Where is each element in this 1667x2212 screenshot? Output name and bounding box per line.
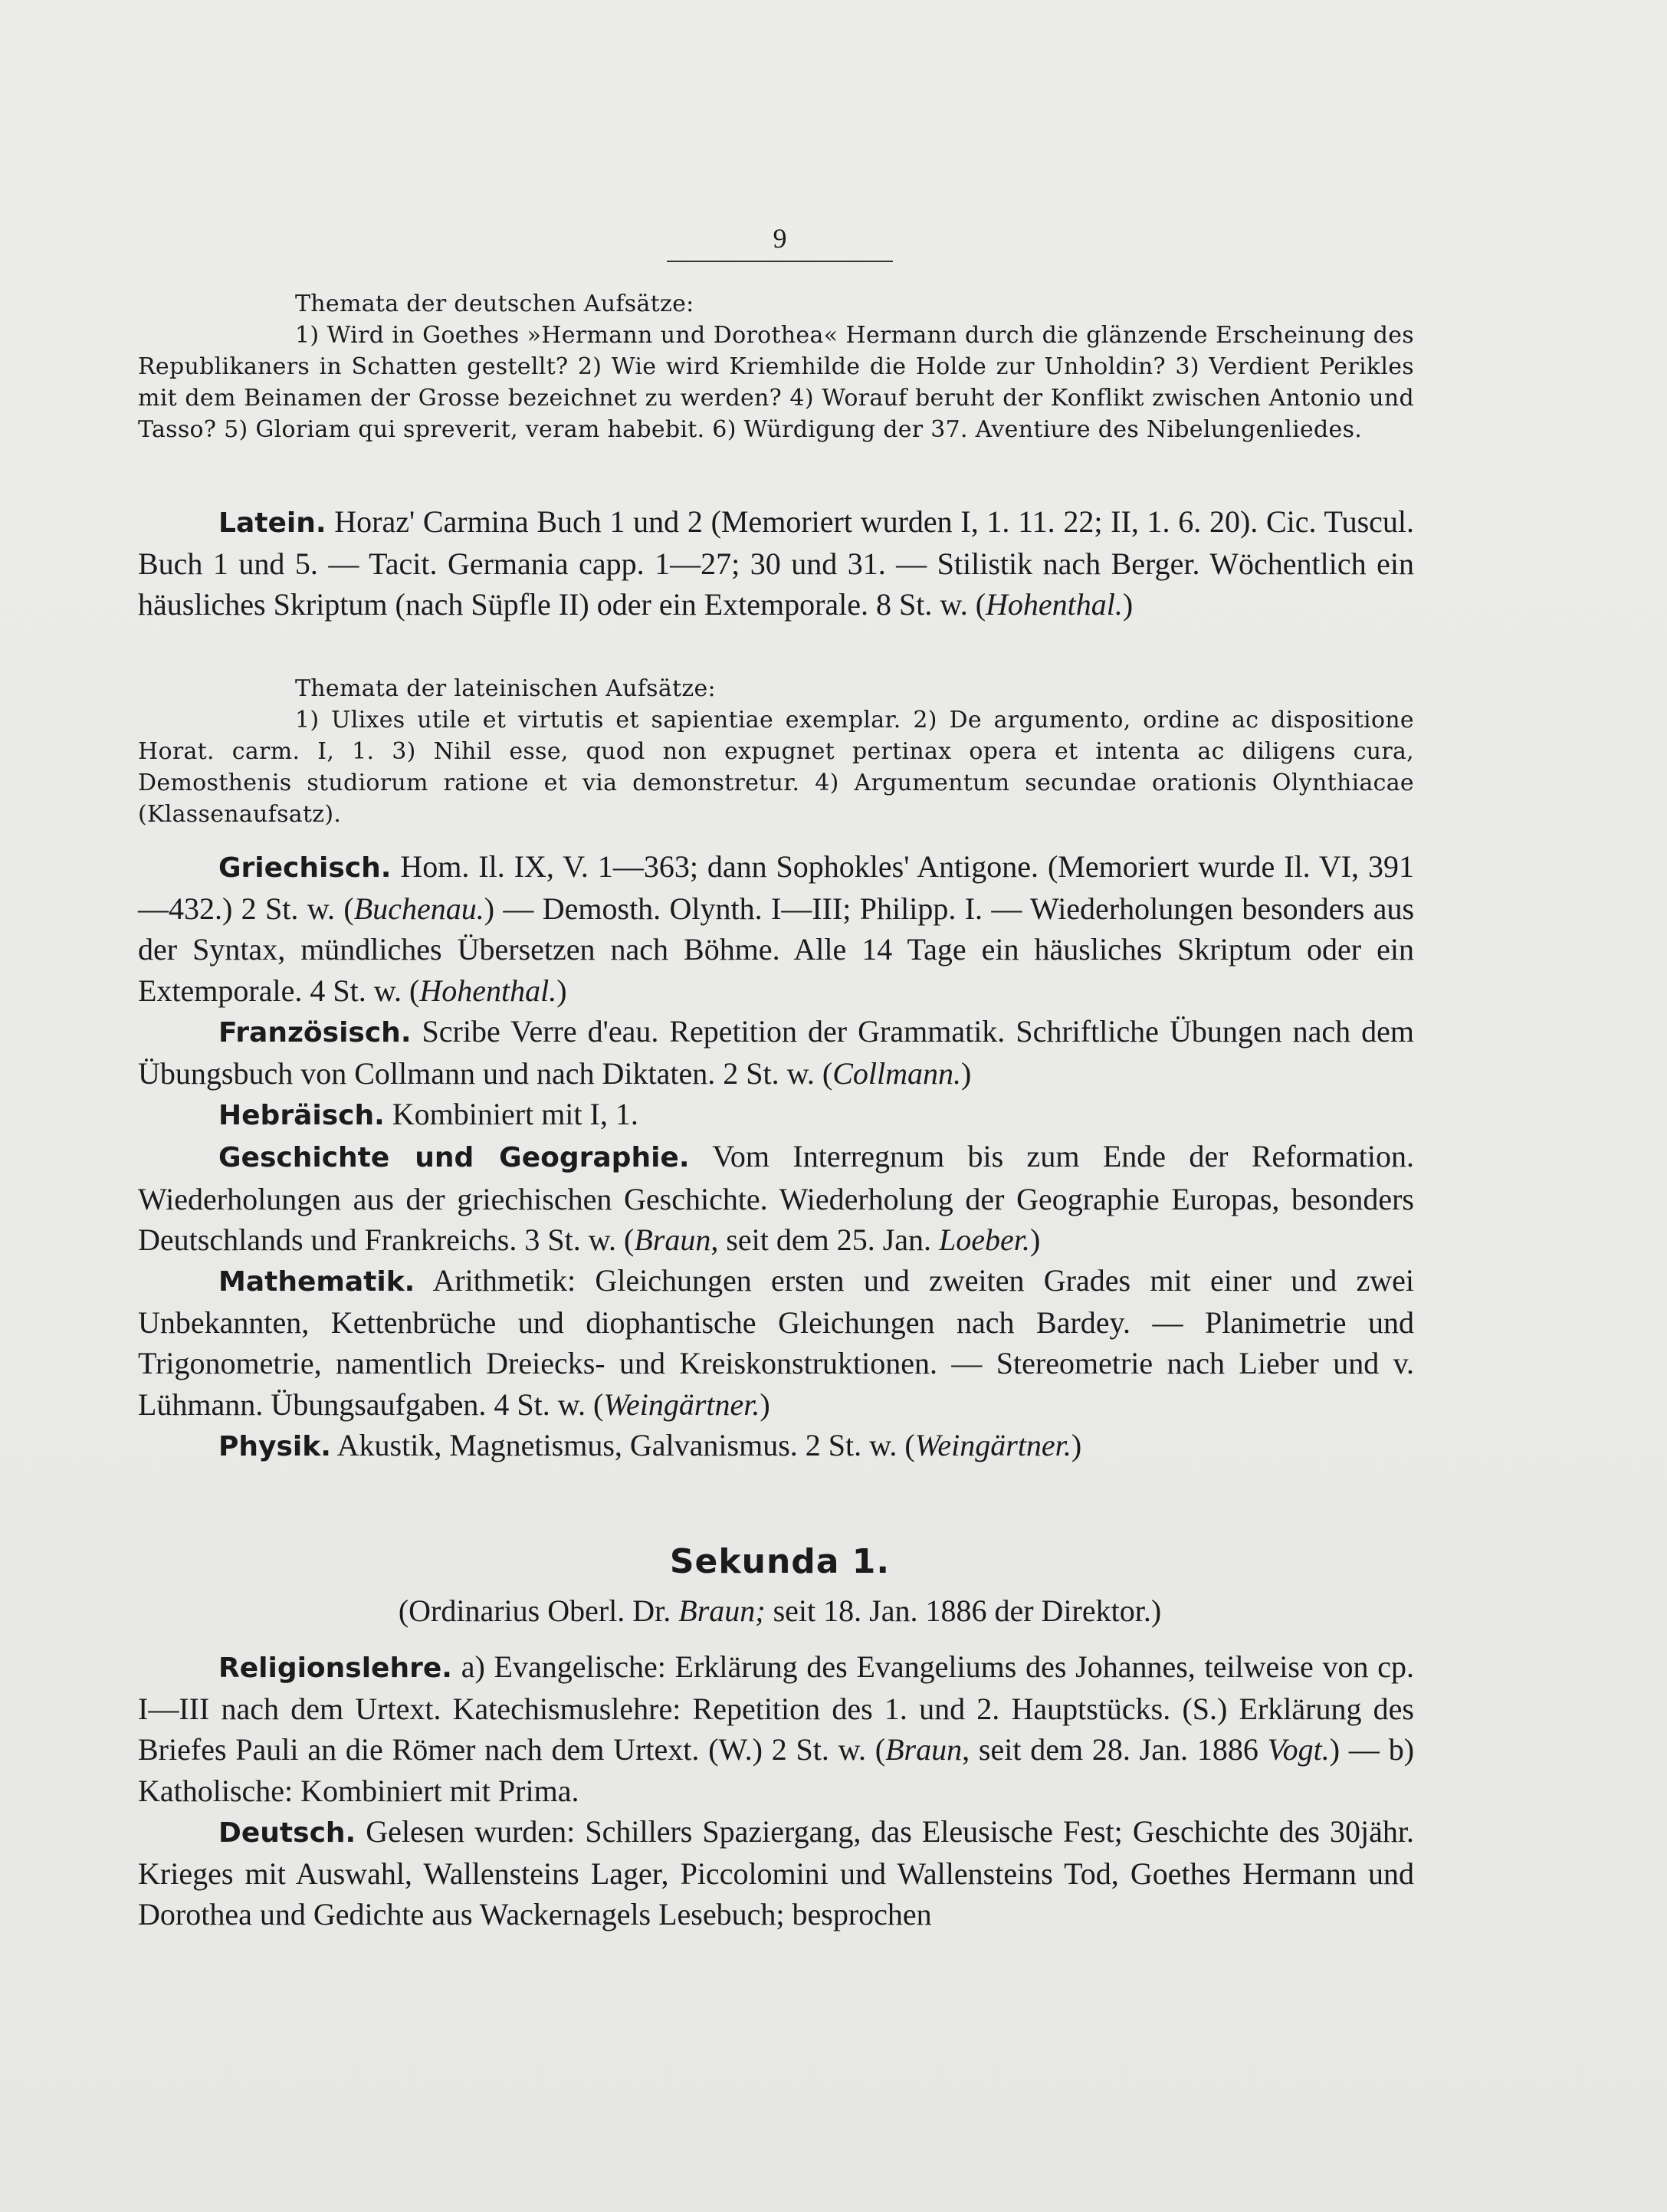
physics-teacher: Weingärtner. xyxy=(914,1427,1071,1462)
latin-teacher: Hohenthal. xyxy=(986,587,1123,622)
latin-text: Horaz' Carmina Buch 1 und 2 (Memoriert wurden I, 1. 11. 22; II, 1. 6. 20). Cic. Tuscul. Buch 1 und 5. — Tacit. Germania capp. 1—27; 30 und 31. — Stilistik nach Berger. Wöchentlich ein häusliches Skriptum (nach Süpfle II) oder ein Extemporale. 8 St. w. ( xyxy=(138,504,1415,622)
latin-essay-text: 1) Ulixes utile et virtutis et sapientiae exemplar. 2) De argumento, ordine ac dispositione Horat. carm. I, 1. 3) Nihil esse, quod non expugnet pertinax opera et intenta ac diligens cura, Demosthenis studiorum ratione et via demonstretur. 4) Argumentum secundae orationis Olynthiacae (Klassenaufsatz). xyxy=(138,707,1414,828)
religion-teacher-2: Vogt. xyxy=(1267,1732,1330,1767)
history-teacher-2: Loeber. xyxy=(939,1222,1030,1257)
french-section: Französisch. Scribe Verre d'eau. Repetition der Grammatik. Schriftliche Übungen nach dem Übungsbuch von Collmann und nach Diktaten. 2 St. w. (Collmann.) xyxy=(138,1013,1415,1091)
math-teacher: Weingärtner. xyxy=(603,1387,760,1422)
history-label: Geschichte und Geographie. xyxy=(218,1142,690,1174)
deutsch-section: Deutsch. Gelesen wurden: Schillers Spaziergang, das Eleusische Fest; Geschichte des 30jähr. Krieges mit Auswahl, Wallensteins Lager, Piccolomini und Wallensteins Tod, Goethes Hermann und Dorothea und Gedichte aus Wackernagels Lesebuch; besprochen xyxy=(138,1813,1414,1932)
sekunda-ordinarius: (Ordinarius Oberl. Dr. Braun; seit 18. Jan. 1886 der Direktor.) xyxy=(398,1593,1162,1628)
religion-teacher-1: Braun xyxy=(885,1732,963,1767)
german-essay-text: 1) Wird in Goethes »Hermann und Dorothea« Hermann durch die glänzende Erscheinung des Republikaners in Schatten gestellt? 2) Wie wird Kriemhilde die Holde zur Unholdin? 3) Verdient Perikles mit dem Beinamen der Grosse bezeichnet zu werden? 4) Worauf beruht der Konflikt zwischen Antonio und Tasso? 5) Gloriam qui spreverit, veram habebit. 6) Würdigung der 37. Aventiure des Nibelungenliedes. xyxy=(138,322,1414,443)
german-essay-heading: Themata der deutschen Aufsätze: xyxy=(295,290,694,317)
latin-essay-topics xyxy=(138,673,1414,830)
physics-label: Physik. xyxy=(218,1430,331,1462)
greek-label: Griechisch. xyxy=(218,852,392,884)
greek-teacher-2: Hohenthal. xyxy=(419,973,557,1008)
history-teacher-1: Braun xyxy=(634,1222,711,1257)
physics-section: Physik. Akustik, Magnetismus, Galvanismus. 2 St. w. (Weingärtner.) xyxy=(218,1427,1082,1462)
french-teacher: Collmann. xyxy=(832,1056,961,1091)
greek-section: Griechisch. Hom. Il. IX, V. 1—363; dann Sophokles' Antigone. (Memoriert wurde Il. VI, 391—432.) 2 St. w. (Buchenau.) — Demosth. Olynth. I—III; Philipp. I. — Wiederholungen besonders aus der Syntax, mündliches Übersetzen nach Böhme. Alle 14 Tage ein häusliches Skriptum oder ein Extemporale. 4 St. w. (Hohenthal.) xyxy=(138,849,1415,1008)
sekunda-subjects xyxy=(138,1646,1414,1935)
header-rule xyxy=(667,261,893,262)
hebrew-label: Hebräisch. xyxy=(218,1100,385,1132)
latin-essay-heading: Themata der lateinischen Aufsätze: xyxy=(295,675,716,702)
greek-teacher-1: Buchenau. xyxy=(353,891,484,927)
math-label: Mathematik. xyxy=(218,1266,415,1298)
german-essay-topics xyxy=(138,288,1414,445)
math-section: Mathematik. Arithmetik: Gleichungen ersten und zweiten Grades mit einer und zwei Unbekannten, Kettenbrüche und diophantische Gleichungen nach Bardey. — Planimetrie und Trigonometrie, namentlich Dreiecks- und Kreiskonstruktionen. — Stereometrie nach Lieber und v. Lühmann. Übungsaufgaben. 4 St. w. (Weingärtner.) xyxy=(138,1263,1415,1422)
deutsch-label: Deutsch. xyxy=(218,1817,356,1849)
french-label: Französisch. xyxy=(218,1016,412,1049)
page-number: 9 xyxy=(773,223,787,254)
hebrew-section: Hebräisch. Kombiniert mit I, 1. xyxy=(218,1097,638,1132)
history-section: Geschichte und Geographie. Vom Interregnum bis zum Ende der Reformation. Wiederholungen aus der griechischen Geschichte. Wiederholung der Geographie Europas, besonders Deutschlands und Frankreichs. 3 St. w. (Braun, seit dem 25. Jan. Loeber.) xyxy=(138,1139,1415,1257)
subjects-block xyxy=(138,846,1414,1467)
ordinarius-name: Braun; xyxy=(678,1593,766,1628)
latin-label: Latein. xyxy=(218,507,327,539)
religion-label: Religionslehre. xyxy=(218,1652,452,1684)
sekunda-title: Sekunda 1. xyxy=(669,1542,891,1581)
latin-section: Latein. Horaz' Carmina Buch 1 und 2 (Memoriert wurden I, 1. 11. 22; II, 1. 6. 20). Cic. Tuscul. Buch 1 und 5. — Tacit. Germania capp. 1—27; 30 und 31. — Stilistik nach Berger. Wöchentlich ein häusliches Skriptum (nach Süpfle II) oder ein Extemporale. 8 St. w. (Hohenthal.) xyxy=(138,504,1415,622)
religion-section: Religionslehre. a) Evangelische: Erklärung des Evangeliums des Johannes, teilweise von cp. I—III nach dem Urtext. Katechismuslehre: Repetition des 1. und 2. Hauptstücks. (S.) Erklärung des Briefes Pauli an die Römer nach dem Urtext. (W.) 2 St. w. (Braun, seit dem 28. Jan. 1886 Vogt.) — b) Katholische: Kombiniert mit Prima. xyxy=(138,1649,1415,1808)
